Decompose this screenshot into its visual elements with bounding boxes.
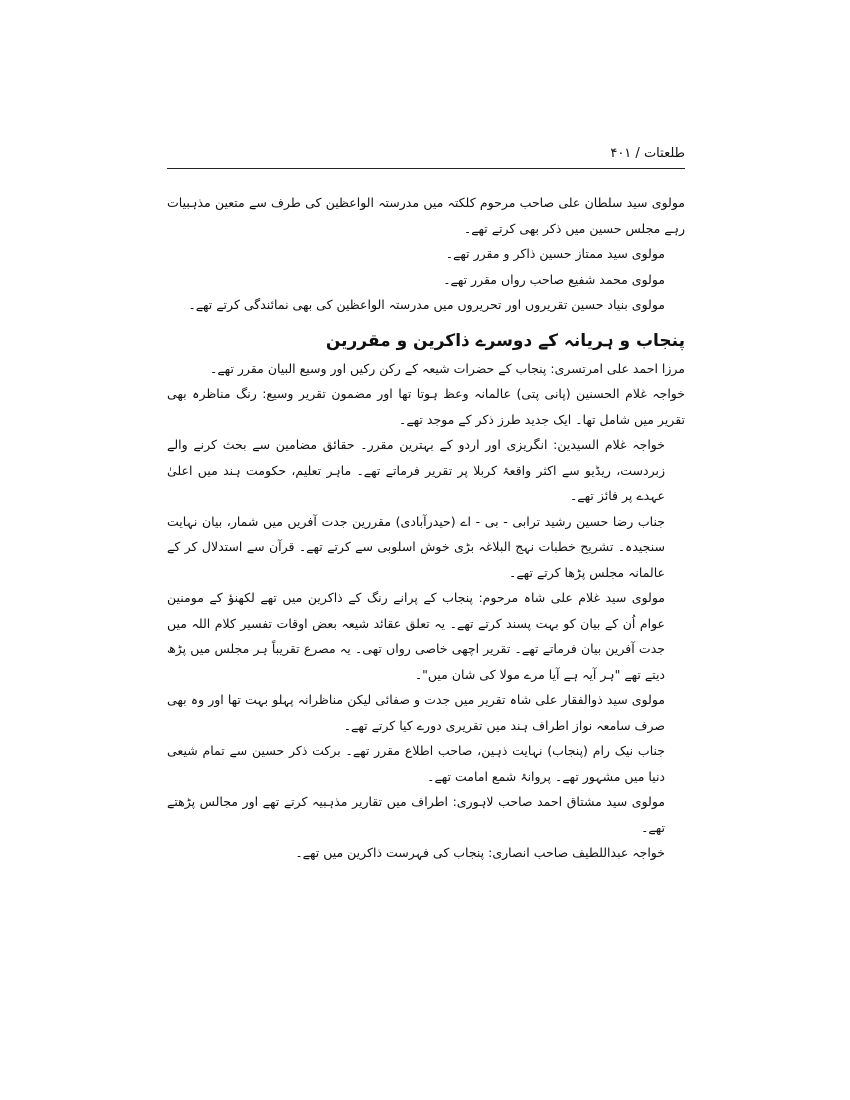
paragraph-zulfiqar-ali-shah: مولوی سید ذوالفقار علی شاہ تقریر میں جدت و صفائی لیکن مناظرانہ پہلو بہت تھا اور وہ بھی صرف سامعہ نواز اطراف ہند میں تقریری دورے کیا کرتے تھے۔ — [167, 692, 665, 733]
paragraph-ghulam-ali-shah: مولوی سید غلام علی شاہ مرحوم: پنجاب کے پرانے رنگ کے ذاکرین میں تھے لکھنؤ کے مومنین عوام اُن کے بیان کو بہت پسند کرتے تھے۔ یہ تعلق عقائد شیعہ بعض اوقات تفسیر کلام اللہ میں جدت آفرین بیان فرماتے تھے۔ تقریر اچھی خاصی رواں تھی۔ یہ مصرع تقریباً ہر مجلس میں پڑھ دیتے تھے "ہر آیہ ہے آیا مرے مولا کی شان میں"۔ — [167, 590, 665, 682]
page-header — [167, 144, 685, 168]
paragraph-ghulam-saiyidain: خواجہ غلام السیدین: انگریزی اور اردو کے بہترین مقرر۔ حقائق مضامین سے بحث کرنے والے زبردست، ریڈیو سے اکثر واقعۂ کربلا پر تقریر فرماتے تھے۔ ماہر تعلیم، حکومت ہند میں اعلیٰ عہدے پر فائز تھے۔ — [167, 437, 665, 503]
paragraph-mirza-ahmad-ali: مرزا احمد علی امرتسری: پنجاب کے حضرات شیعہ کے رکن رکیں اور وسیع البیان مقرر تھے۔ — [210, 360, 685, 376]
paragraph-raza-husain: جناب رضا حسین رشید ترابی - بی - اے (حیدرآبادی) مقررین جدت آفریں میں شمار، بیان نہایت سنجیدہ۔ تشریح خطبات نہج البلاغہ بڑی خوش اسلوبی سے کرتے تھے۔ قرآن سے استدلال کر کے عالمانہ مجلس پڑھا کرتے تھے۔ — [167, 513, 665, 580]
running-title: طلعتات / ۴۰۱ — [610, 146, 685, 161]
paragraph-naik-ram: جناب نیک رام (پنجاب) نہایت ذہین، صاحب اطلاع مقرر تھے۔ برکت ذکر حسین سے تمام شیعی دنیا میں مشہور تھے۔ پروانۂ شمع امامت تھے۔ — [167, 743, 665, 784]
page-body — [167, 190, 685, 866]
paragraph-bunyad-husain: مولوی بنیاد حسین تقریروں اور تحریروں میں مدرستہ الواعظین کی بھی نمائندگی کرتے تھے۔ — [188, 297, 665, 312]
paragraph-ghulam-hasnain: خواجہ غلام الحسنین (پانی پتی) عالمانہ وعظ ہوتا تھا اور مضمون تقریر وسیع: رنگ مناظرہ بھی تقریر میں شامل تھا۔ ایک جدید طرز ذکر کے موجد تھے۔ — [167, 386, 685, 427]
paragraph-mushtaq-ahmad: مولوی سید مشتاق احمد صاحب لاہوری: اطراف میں تقاریر مذہبیہ کرتے تھے اور مجالس پڑھتے تھے۔ — [167, 794, 665, 835]
paragraph-muhammad-shafi: مولوی محمد شفیع صاحب رواں مقرر تھے۔ — [443, 271, 665, 287]
paragraph-abdul-latif: خواجہ عبداللطیف صاحب انصاری: پنجاب کی فہرست ذاکرین میں تھے۔ — [295, 845, 665, 860]
section-heading: پنجاب و ہریانہ کے دوسرے ذاکرین و مقررین — [325, 330, 685, 351]
paragraph-mumtaz-husain: مولوی سید ممتاز حسین ذاکر و مقرر تھے۔ — [445, 246, 665, 261]
paragraph-sultan-ali: مولوی سید سلطان علی صاحب مرحوم کلکتہ میں مدرستہ الواعظین کی طرف سے متعین مذہبیات رہے مجلس حسین میں ذکر بھی کرتے تھے۔ — [167, 195, 685, 236]
header-rule — [167, 168, 685, 169]
